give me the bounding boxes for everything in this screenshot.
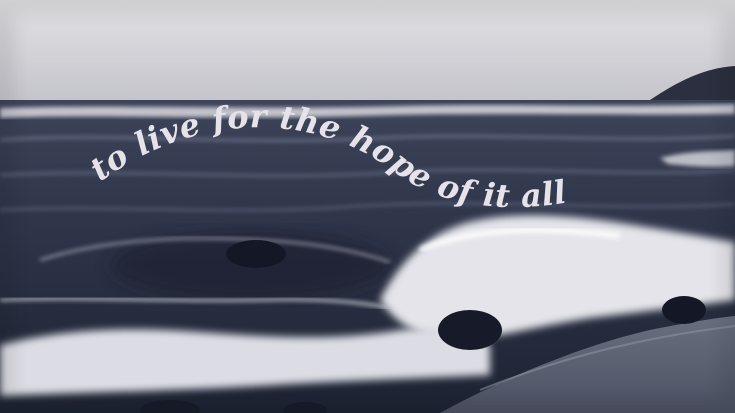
rock-mid: [226, 240, 286, 268]
sky: [0, 0, 735, 104]
rock-center: [438, 310, 502, 350]
rock-right: [662, 296, 706, 324]
caption-text-path: to live for the hope of it all: [82, 97, 570, 216]
